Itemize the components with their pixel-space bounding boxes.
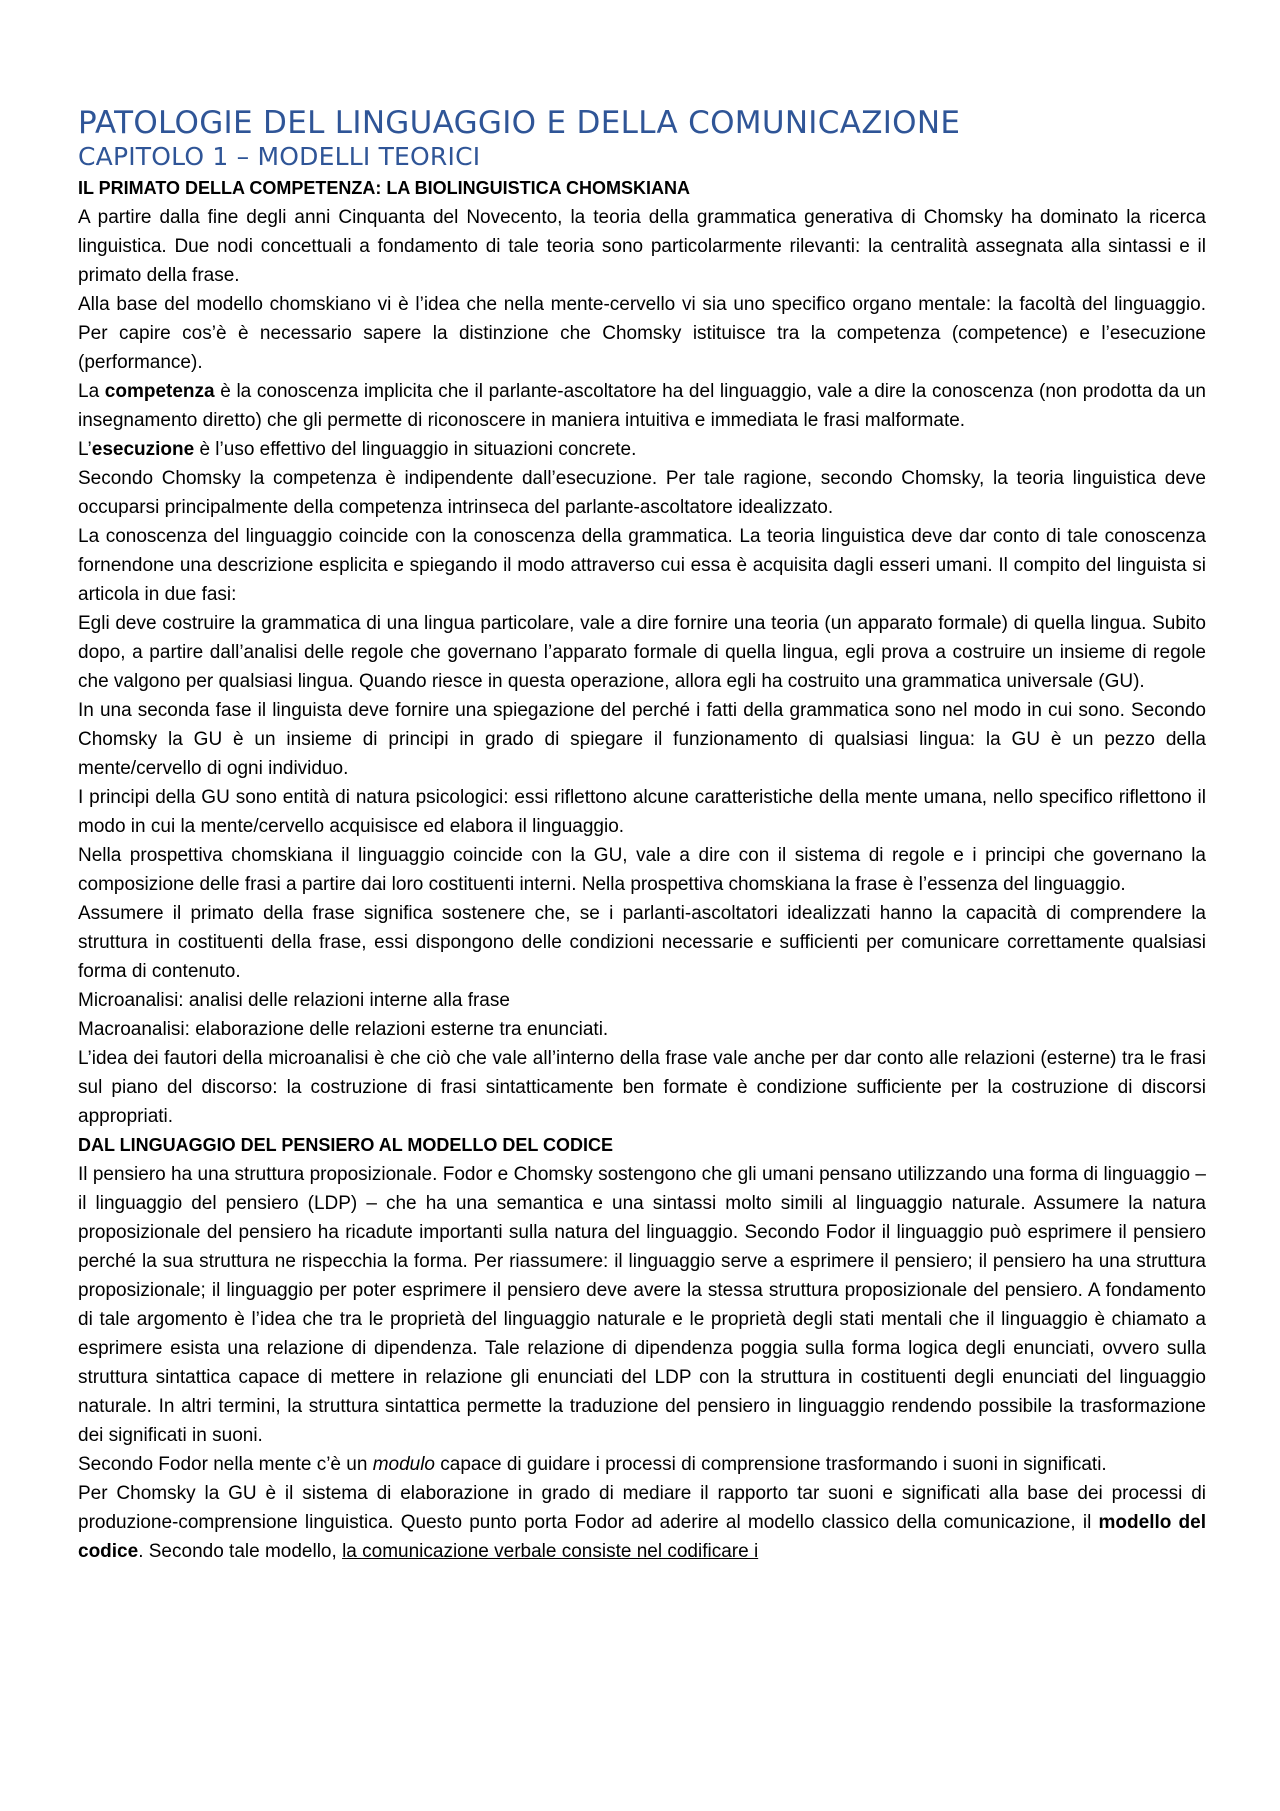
paragraph: Nella prospettiva chomskiana il linguaggio coincide con la GU, vale a dire con il sistema di regole e i principi che governano la composizione delle frasi a partire dai loro costituenti interni. Nella prospettiva chomskiana la frase è l’essenza del linguaggio. [78, 845, 1206, 895]
paragraph: I principi della GU sono entità di natura psicologici: essi riflettono alcune caratteristiche della mente umana, nello specifico riflettono il modo in cui la mente/cervello acquisisce ed elabora il linguaggio. [78, 787, 1206, 837]
paragraph: Alla base del modello chomskiano vi è l’idea che nella mente-cervello vi sia uno specifico organo mentale: la facoltà del linguaggio. Per capire cos’è è necessario sapere la distinzione che Chomsky istituisce tra la competenza (competence) e l’esecuzione (performance). [78, 294, 1206, 373]
paragraph: Assumere il primato della frase significa sostenere che, se i parlanti-ascoltatori idealizzati hanno la capacità di comprendere la struttura in costituenti della frase, essi dispongono delle condizioni necessarie e sufficienti per comunicare correttamente qualsiasi forma di contenuto. [78, 903, 1206, 982]
paragraph: Egli deve costruire la grammatica di una lingua particolare, vale a dire fornire una teoria (un apparato formale) di quella lingua. Subito dopo, a partire dall’analisi delle regole che governano l’apparato formale di quella lingua, egli prova a costruire un insieme di regole che valgono per qualsiasi lingua. Quando riesce in questa operazione, allora egli ha costruito una grammatica universale (GU). [78, 613, 1206, 692]
italic-term-modulo: modulo [372, 1454, 436, 1475]
paragraph: L’idea dei fautori della microanalisi è che ciò che vale all’interno della frase vale anche per dar conto alle relazioni (esterne) tra le frasi sul piano del discorso: la costruzione di frasi sintatticamente ben formate è condizione sufficiente per la costruzione di discorsi appropriati. [78, 1048, 1206, 1127]
document-title: PATOLOGIE DEL LINGUAGGIO E DELLA COMUNICAZIONE [78, 105, 961, 141]
bold-term-esecuzione: esecuzione [91, 439, 195, 460]
section-heading-biolinguistica: IL PRIMATO DELLA COMPETENZA: LA BIOLINGUISTICA CHOMSKIANA [78, 178, 690, 198]
text-run: L’ [78, 439, 92, 460]
paragraph: A partire dalla fine degli anni Cinquanta del Novecento, la teoria della grammatica generativa di Chomsky ha dominato la ricerca linguistica. Due nodi concettuali a fondamento di tale teoria sono particolarmente rilevanti: la centralità assegnata alla sintassi e il primato della frase. [78, 207, 1206, 286]
paragraph: Secondo Chomsky la competenza è indipendente dall’esecuzione. Per tale ragione, secondo Chomsky, la teoria linguistica deve occuparsi principalmente della competenza intrinseca del parlante-ascoltatore idealizzato. [78, 468, 1206, 518]
text-run: Secondo Fodor nella mente c’è un [78, 1454, 373, 1475]
section-heading-modello-codice: DAL LINGUAGGIO DEL PENSIERO AL MODELLO DEL CODICE [78, 1135, 614, 1155]
paragraph-microanalisi: Microanalisi: analisi delle relazioni interne alla frase [78, 990, 510, 1011]
paragraph: In una seconda fase il linguista deve fornire una spiegazione del perché i fatti della grammatica sono nel modo in cui sono. Secondo Chomsky la GU è un insieme di principi in grado di spiegare il funzionamento di qualsiasi lingua: la GU è un pezzo della mente/cervello di ogni individuo. [78, 700, 1206, 779]
text-run: La [78, 381, 105, 402]
bold-term-modello-codice: modello del codice [78, 1512, 1206, 1562]
paragraph: Il pensiero ha una struttura proposizionale. Fodor e Chomsky sostengono che gli umani pensano utilizzando una forma di linguaggio – il linguaggio del pensiero (LDP) – che ha una semantica e una sintassi molto simili al linguaggio naturale. Assumere la natura proposizionale del pensiero ha ricadute importanti sulla natura del linguaggio. Secondo Fodor il linguaggio può esprimere il pensiero perché la sua struttura ne rispecchia la forma. Per riassumere: il linguaggio serve a esprimere il pensiero; il pensiero ha una struttura proposizionale; il linguaggio per poter esprimere il pensiero deve avere la stessa struttura proposizionale del pensiero. A fondamento di tale argomento è l’idea che tra le proprietà del linguaggio naturale e le proprietà degli stati mentali che il linguaggio è chiamato a esprimere esista una relazione di dipendenza. Tale relazione di dipendenza poggia sulla forma logica degli enunciati, ovvero sulla struttura sintattica capace di mettere in relazione gli enunciati del LDP con la struttura in costituenti degli enunciati del linguaggio naturale. In altri termini, la struttura sintattica permette la traduzione del pensiero in linguaggio rendendo possibile la trasformazione dei significati in suoni. [78, 1164, 1206, 1446]
paragraph-esecuzione [78, 435, 1206, 464]
text-run: capace di guidare i processi di comprensione trasformando i suoni in significati. [435, 1454, 1107, 1475]
paragraph-macroanalisi: Macroanalisi: elaborazione delle relazioni esterne tra enunciati. [78, 1019, 609, 1040]
text-run: è l’uso effettivo del linguaggio in situazioni concrete. [194, 439, 637, 460]
text-run: è la conoscenza implicita che il parlante-ascoltatore ha del linguaggio, vale a dire la conoscenza (non prodotta da un insegnamento diretto) che gli permette di riconoscere in maniera intuitiva e immediata le frasi malformate. [78, 381, 1206, 431]
text-run: . Secondo tale modello, [138, 1541, 343, 1562]
document-body [78, 104, 1206, 1566]
bold-term-competenza: competenza [104, 381, 215, 402]
chapter-title: CAPITOLO 1 – MODELLI TEORICI [78, 142, 481, 171]
paragraph: La conoscenza del linguaggio coincide con la conoscenza della grammatica. La teoria linguistica deve dar conto di tale conoscenza fornendone una descrizione esplicita e spiegando il modo attraverso cui essa è acquisita dagli esseri umani. Il compito del linguista si articola in due fasi: [78, 526, 1206, 605]
paragraph-modulo [78, 1450, 1206, 1479]
text-run: Per Chomsky la GU è il sistema di elaborazione in grado di mediare il rapporto tar suoni e significati alla base dei processi di produzione-comprensione linguistica. Questo punto porta Fodor ad aderire al modello classico della comunicazione, il [78, 1483, 1206, 1533]
paragraph-competenza [78, 377, 1206, 435]
underlined-text: la comunicazione verbale consiste nel codificare i [342, 1541, 759, 1562]
paragraph-modello-codice [78, 1479, 1206, 1566]
